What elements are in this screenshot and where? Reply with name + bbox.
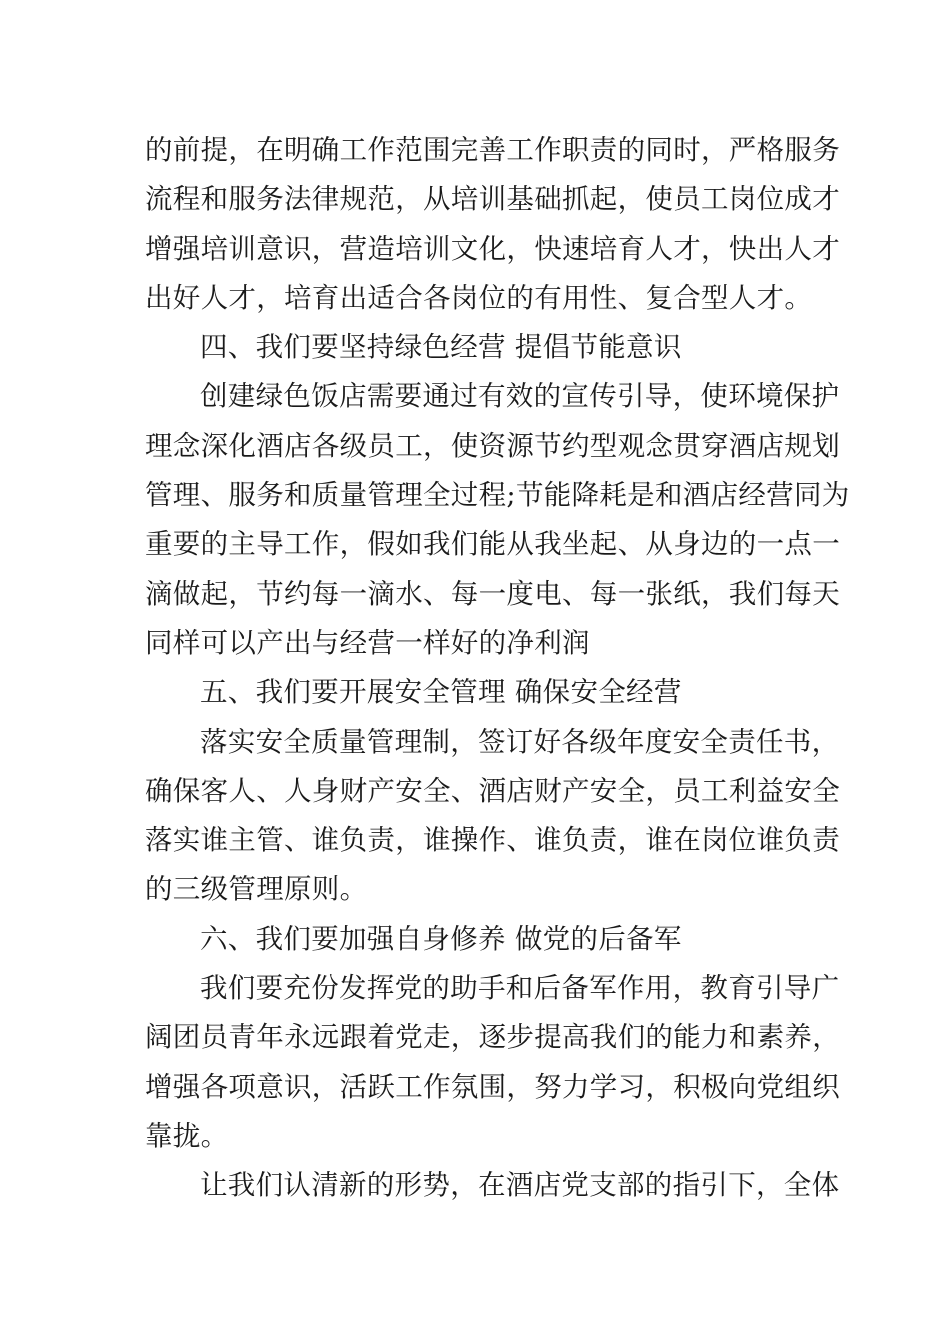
text-line: 重要的主导工作，假如我们能从我坐起、从身边的一点一	[145, 528, 840, 561]
text-line: 靠拢。	[145, 1119, 229, 1152]
text-line: 阔团员青年永远跟着党走，逐步提高我们的能力和素养，	[145, 1021, 840, 1054]
text-line: 的三级管理原则。	[145, 873, 368, 906]
text-line: 落实安全质量管理制，签订好各级年度安全责任书，	[200, 725, 840, 758]
text-line: 创建绿色饭店需要通过有效的宣传引导，使环境保护	[200, 380, 840, 413]
text-line: 理念深化酒店各级员工，使资源节约型观念贯穿酒店规划	[145, 429, 840, 462]
text-line: 出好人才，培育出适合各岗位的有用性、复合型人才。	[145, 281, 813, 314]
text-line: 滴做起，节约每一滴水、每一度电、每一张纸，我们每天	[145, 577, 840, 610]
text-line: 五、我们要开展安全管理 确保安全经营	[200, 676, 682, 709]
text-line: 增强各项意识，活跃工作氛围，努力学习，积极向党组织	[145, 1070, 840, 1103]
text-line: 增强培训意识，营造培训文化，快速培育人才，快出人才	[145, 232, 840, 265]
document-body	[145, 126, 850, 1211]
text-line: 落实谁主管、谁负责，谁操作、谁负责，谁在岗位谁负责	[145, 824, 840, 857]
text-line: 管理、服务和质量管理全过程;节能降耗是和酒店经营同为	[145, 479, 850, 512]
text-line: 四、我们要坚持绿色经营 提倡节能意识	[200, 331, 682, 364]
text-line: 让我们认清新的形势，在酒店党支部的指引下，全体	[200, 1169, 840, 1202]
text-line: 同样可以产出与经营一样好的净利润	[145, 626, 590, 659]
text-line: 确保客人、人身财产安全、酒店财产安全，员工利益安全	[145, 774, 840, 807]
text-line: 流程和服务法律规范，从培训基础抓起，使员工岗位成才	[145, 183, 840, 216]
text-line: 的前提，在明确工作范围完善工作职责的同时，严格服务	[145, 134, 840, 166]
text-line: 我们要充份发挥党的助手和后备军作用，教育引导广	[200, 972, 840, 1005]
text-line: 六、我们要加强自身修养 做党的后备军	[200, 922, 682, 955]
